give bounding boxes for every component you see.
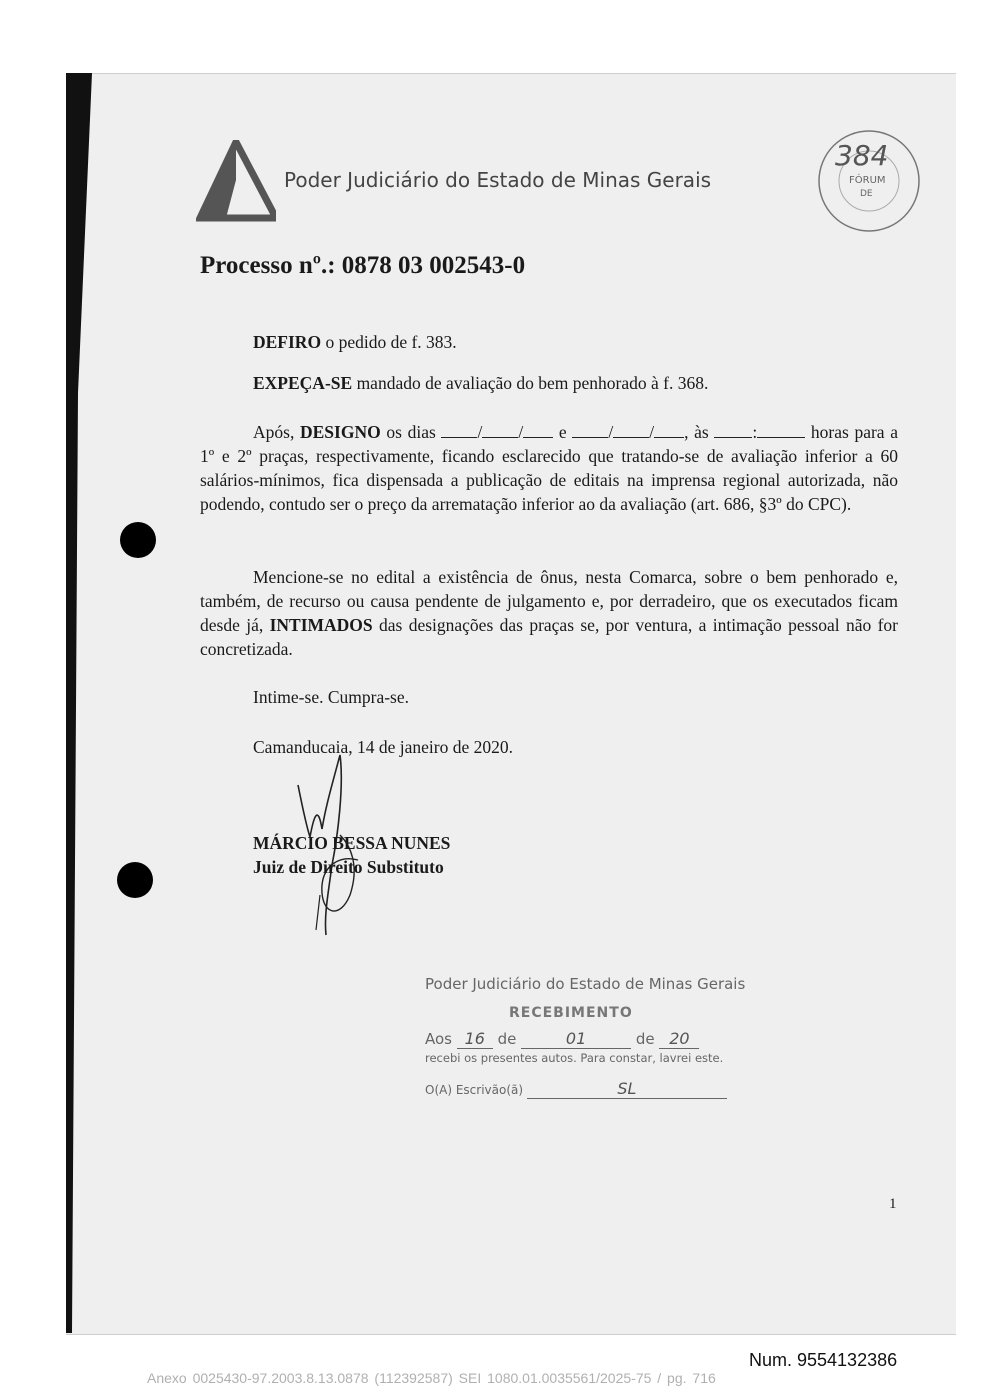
receipt-text: recebi os presentes autos. Para constar, lavrei este.	[425, 1051, 724, 1065]
signature-block	[253, 831, 450, 879]
receipt-stamp	[425, 975, 755, 1115]
expeca-text: mandado de avaliação do bem penhorado à f. 368.	[352, 373, 709, 393]
receipt-date-line	[425, 1029, 699, 1049]
folio-number: 384	[835, 139, 889, 172]
date-sep: /	[518, 422, 524, 442]
tjmg-triangle-logo	[196, 140, 276, 222]
folio-stamp	[813, 125, 925, 237]
designo-os-dias: os dias	[380, 422, 442, 442]
letterhead	[196, 140, 756, 230]
paragraph-designo	[200, 420, 898, 516]
date-blank	[613, 423, 649, 438]
receipt-initials: SL	[527, 1079, 727, 1099]
designo-word: DESIGNO	[300, 422, 381, 442]
expeca-word: EXPEÇA-SE	[253, 373, 353, 393]
paragraph-mencione	[200, 565, 898, 661]
date-blank	[482, 423, 518, 438]
time-colon: :	[752, 422, 758, 442]
mencione-text-b: das designações das praças se, por ventura, a intimação pessoal não for concretizada.	[200, 615, 898, 659]
receipt-day: 16	[457, 1029, 493, 1049]
document-number: Num. 9554132386	[749, 1350, 898, 1370]
receipt-title: RECEBIMENTO	[509, 1005, 633, 1021]
intimados-word: INTIMADOS	[269, 615, 373, 635]
date-blank	[523, 423, 553, 438]
receipt-aos: Aos	[425, 1030, 452, 1048]
date-sep: /	[608, 422, 614, 442]
defiro-word: DEFIRO	[253, 332, 322, 352]
page-number: 1	[889, 1196, 897, 1212]
place-date: Camanducaia, 14 de janeiro de 2020.	[253, 737, 513, 757]
date-blank	[572, 423, 608, 438]
receipt-month: 01	[521, 1029, 631, 1049]
receipt-escrivao: O(A) Escrivão(ã)	[425, 1083, 524, 1097]
paragraph-intime: Intime-se. Cumpra-se.	[253, 687, 409, 707]
folio-stamp-text-de: DE	[860, 189, 873, 199]
receipt-year: 20	[659, 1029, 699, 1049]
process-number: Processo nº.: 0878 03 002543-0	[200, 252, 526, 279]
time-as: , às	[684, 422, 715, 442]
receipt-de: de	[497, 1030, 517, 1048]
punch-hole	[117, 862, 153, 898]
judge-name: MÁRCIO BESSA NUNES	[253, 833, 451, 853]
folio-stamp-text: FÓRUM	[849, 175, 886, 186]
date-sep: /	[649, 422, 655, 442]
time-blank	[714, 423, 752, 438]
date-blank	[654, 423, 684, 438]
defiro-text: o pedido de f. 383.	[321, 332, 457, 352]
receipt-de: de	[635, 1030, 655, 1048]
receipt-escrivao-line	[425, 1079, 727, 1099]
time-blank	[757, 423, 805, 438]
date-sep: /	[477, 422, 483, 442]
mencione-text-a: Mencione-se no edital a existência de ônus, nesta Comarca, sobre o bem penhorado e, também, de recurso ou causa pendente de julgamento e, por derradeiro, que os executados ficam desde já,	[200, 567, 898, 635]
court-name: Poder Judiciário do Estado de Minas Gerais	[284, 168, 712, 192]
date-and: e	[553, 422, 573, 442]
paragraph-defiro	[200, 330, 898, 354]
punch-hole	[120, 522, 156, 558]
footer-annex: Anexo 0025430-97.2003.8.13.0878 (112392587) SEI 1080.01.0035561/2025-75 / pg. 716	[147, 1370, 716, 1386]
designo-prefix: Após,	[253, 422, 300, 442]
date-blank	[441, 423, 477, 438]
scan-edge-shadow	[66, 73, 92, 1333]
designo-text: horas para a 1º e 2º praças, respectivamente, ficando esclarecido que tratando-se de avaliação inferior a 60 salários-mínimos, fica dispensada a publicação de editais na imprensa regional autorizada, não podendo, contudo ser o preço da arrematação inferior ao da avaliação (art. 686, §3º do CPC).	[200, 422, 899, 514]
paragraph-expeca	[200, 371, 898, 395]
receipt-court: Poder Judiciário do Estado de Minas Gerais	[425, 975, 746, 993]
judge-title: Juiz de Direito Substituto	[253, 857, 444, 877]
